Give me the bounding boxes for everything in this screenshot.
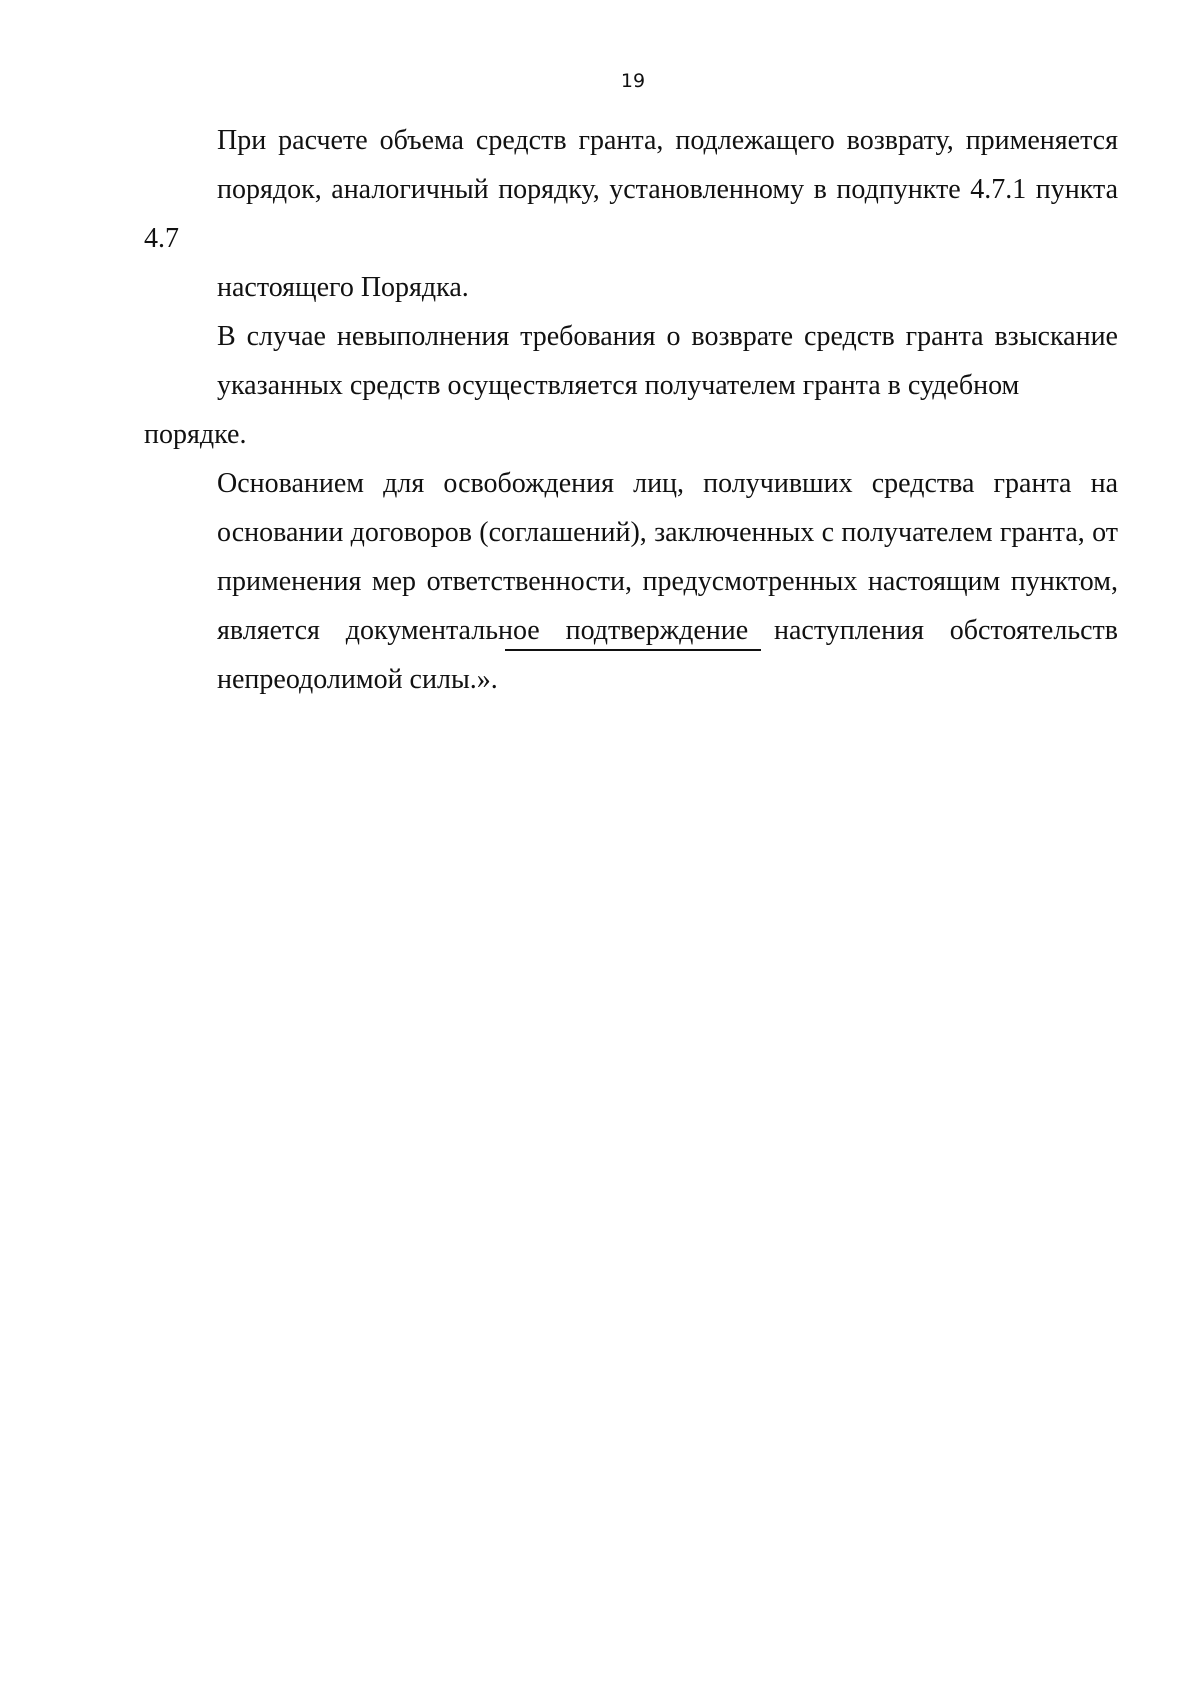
paragraph-line: непреодолимой силы.». [217,664,498,695]
paragraph-line: применения мер ответственности, предусмотренных настоящим пунктом, [217,566,1118,597]
paragraph-1 [144,116,1118,312]
paragraph-line: основании договоров (соглашений), заключенных с получателем гранта, от [217,517,1118,548]
document-body [144,116,1118,704]
page-number: 19 [620,70,646,92]
paragraph-2 [144,312,1118,459]
paragraph-line: Основанием для освобождения лиц, получивших средства гранта на [217,468,1118,499]
paragraph-line: является документальное подтверждение наступления обстоятельств [217,615,1118,646]
paragraph-line: При расчете объема средств гранта, подлежащего возврату, применяется [217,125,1118,156]
paragraph-line: порядок, аналогичный порядку, установленному в подпункте 4.7.1 пункта 4.7 [144,174,1118,254]
paragraph-line: указанных средств осуществляется получателем гранта в судебном порядке. [144,370,1020,450]
paragraph-line: настоящего Порядка. [217,272,469,303]
paragraph-line: В случае невыполнения требования о возврате средств гранта взыскание [217,321,1118,352]
end-separator-line [505,649,761,651]
paragraph-3 [144,459,1118,704]
